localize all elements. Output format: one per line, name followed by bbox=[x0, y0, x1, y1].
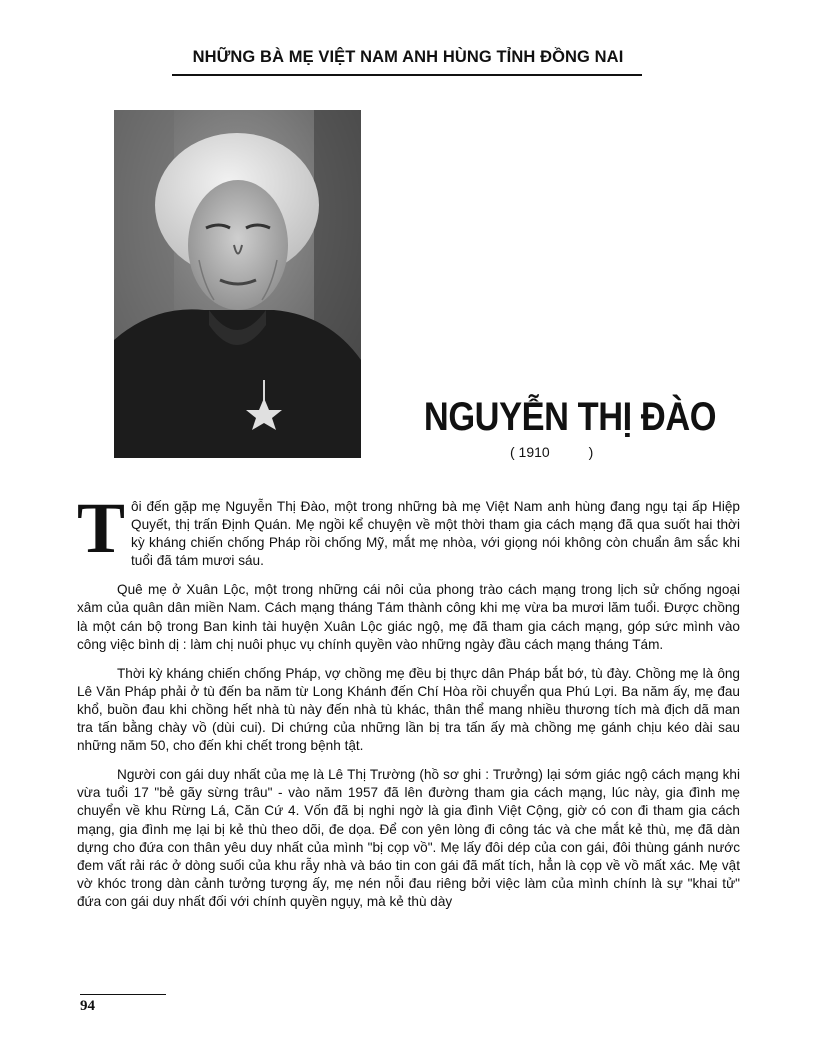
article-body bbox=[77, 488, 740, 922]
paragraph bbox=[77, 488, 740, 570]
drop-cap: T bbox=[77, 488, 126, 568]
article-title: NGUYỄN THỊ ĐÀO bbox=[423, 395, 717, 439]
portrait-photo-icon bbox=[114, 110, 361, 458]
running-header: NHỮNG BÀ MẸ VIỆT NAM ANH HÙNG TỈNH ĐỒNG NAI bbox=[192, 48, 624, 66]
footer-divider bbox=[80, 994, 166, 995]
page-number: 94 bbox=[80, 998, 95, 1014]
paragraph: Người con gái duy nhất của mẹ là Lê Thị Trường (hồ sơ ghi : Trưởng) lại sớm giác ngộ cách mạng khi vừa tuổi 17 "bẻ gãy sừng trâu" - vào năm 1957 đã lên đường tham gia cách mạng, lúc này, gia đình mẹ chuyển về khu Rừng Lá, Căn Cứ 4. Vốn đã bị nghi ngờ là gia đình Việt Cộng, giờ có con đi tham gia cách mạng, gia đình mẹ lại bị kẻ thù theo dõi, đe dọa. Để con yên lòng đi công tác và che mắt kẻ thù, mẹ đã dàn dựng cho đứa con thân yêu duy nhất của mình "bị cọp vồ". Mẹ lấy đôi dép của con gái, đôi thùng gánh nước đem vất rải rác ở dòng suối của khu rẫy nhà và báo tin con gái đã mất tích, hẳn là cọp về vồ mất xác. Mẹ vật vờ khóc trong dàn cảnh tưởng tượng ấy, mẹ nén nỗi đau riêng bởi việc làm của mình chính là sự "khai tử" đứa con gái duy nhất đối với chính quyền ngụy, mà kẻ thù dày bbox=[77, 767, 740, 909]
paragraph: Quê mẹ ở Xuân Lộc, một trong những cái nôi của phong trào cách mạng trong lịch sử chống ngoại xâm của quân dân miền Nam. Cách mạng tháng Tám thành công khi mẹ vừa ba mươi lăm tuổi. Được chồng là một cán bộ trong Ban kinh tài huyện Xuân Lộc giác ngộ, mẹ đã tham gia cách mạng, góp sức mình vào công việc bình dị : làm chị nuôi phục vụ chính quyền vào những ngày đầu cách mạng tháng Tám. bbox=[77, 582, 740, 652]
header-divider bbox=[172, 74, 642, 76]
paragraph: Thời kỳ kháng chiến chống Pháp, vợ chồng mẹ đều bị thực dân Pháp bắt bớ, tù đày. Chồng mẹ là ông Lê Văn Pháp phải ở tù đến ba năm từ Long Khánh đến Chí Hòa rồi chuyển qua Phú Lợi. Ba năm ấy, mẹ đau khổ, buồn đau khi chồng hết nhà tù này đến nhà tù khác, thân thể mang nhiều thương tích mà địch dã man tra tấn bằng chày vồ (dùi cui). Di chứng của những lần bị tra tấn ấy mà chồng mẹ gánh chịu kéo dài sau những năm 50, cho đến khi chết trong bệnh tật. bbox=[77, 665, 740, 754]
birth-years: ( 1910 ) bbox=[510, 444, 594, 460]
paragraph-text: ôi đến gặp mẹ Nguyễn Thị Đào, một trong những bà mẹ Việt Nam anh hùng đang ngụ tại ấp Hiệp Quyết, thị trấn Định Quán. Mẹ ngồi kể chuyện về một thời tham gia cách mạng đã qua suốt hai thời kỳ kháng chiến chống Pháp rồi chống Mỹ, mắt mẹ nhòa, với giọng nói không còn chuẩn âm sắc khi tuổi đã tám mươi sáu. bbox=[131, 499, 740, 569]
